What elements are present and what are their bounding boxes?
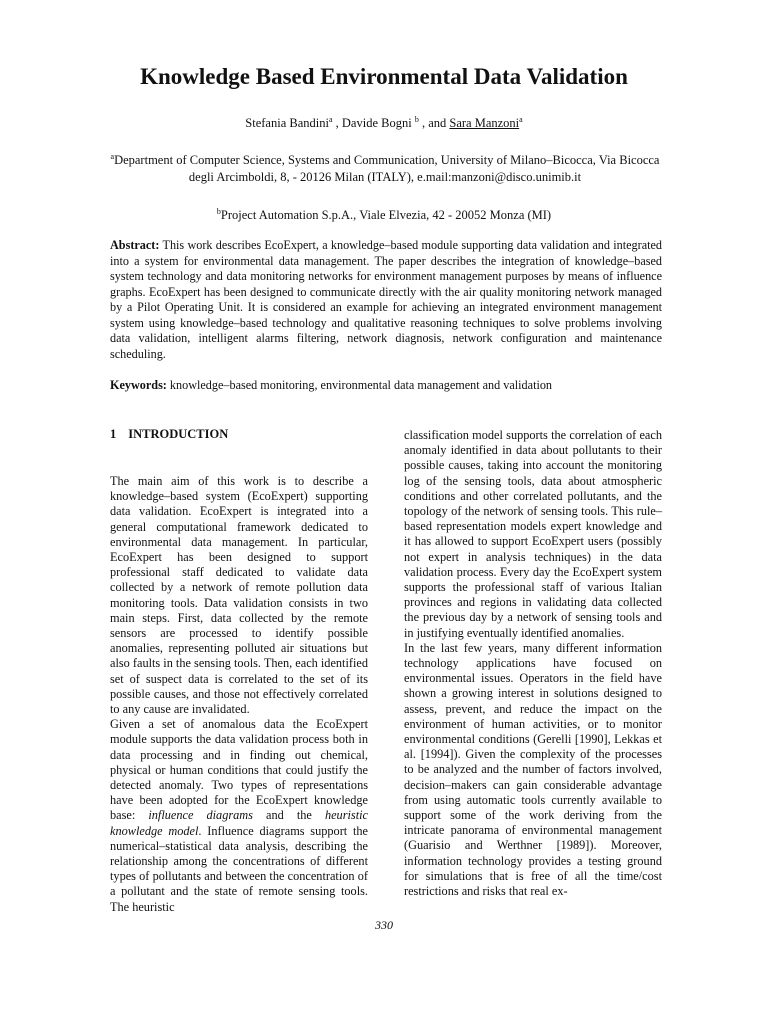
author-name: Stefania Bandini (245, 116, 329, 130)
author-name: Davide Bogni (341, 116, 412, 130)
affiliation-marker: b (414, 114, 419, 124)
section-number: 1 (110, 427, 117, 441)
section-title: INTRODUCTION (128, 427, 229, 441)
keywords (110, 378, 662, 393)
body-text: . Influence diagrams support the numerical–statistical data analysis, describing the relationship among the concentrations of different types of pollutants and between the concentration of a pollutant and the state of remote sensing tools. The heuristic (110, 823, 368, 914)
section-heading (110, 427, 228, 442)
author-name-underlined: Sara Manzoni (449, 116, 520, 130)
keywords-text: knowledge–based monitoring, environmental data management and validation (169, 378, 553, 392)
affiliation-b (0, 208, 768, 223)
body-paragraph (110, 717, 368, 915)
abstract (110, 238, 662, 362)
author-list (0, 116, 768, 131)
affiliation-marker: b (216, 206, 221, 216)
affiliation-text: Department of Computer Science, Systems and Communication, University of Milano–Bicocca, Via Bicocca degli Arcimboldi, 8, - 20126 Milan (ITALY), e.mail:manzoni@disco.unimib.it (114, 153, 660, 184)
abstract-label: Abstract: (110, 238, 160, 252)
affiliation-marker: a (519, 114, 523, 124)
body-text: Given a set of anomalous data the EcoExpert module supports the data validation process both in data processing and in finding out chemical, physical or human conditions that could justify the detected anomaly. Two types of representations have been adopted for the EcoExpert knowledge base: (110, 717, 368, 823)
body-paragraph: classification model supports the correlation of each anomaly identified in data about pollutants to their possible causes, taking into account the monitoring log of the sensing tools, data about atmospheric conditions and other correlated pollutants, and the topology of the network of sensing tools. This rule–based representation models expert knowledge and it has allowed to support EcoExpert users (possibly not expert in analysis techniques) in the data validation process. Every day the EcoExpert system supports the professional staff of various Italian provinces and regions in validating data collected the previous day by a network of sensing tools and in justifying eventually identified anomalies. (404, 428, 662, 640)
page-number: 330 (375, 918, 393, 932)
italic-term: influence diagrams (148, 808, 253, 823)
body-column-left (110, 474, 368, 915)
keywords-label: Keywords: (110, 378, 167, 392)
affiliation-marker: a (110, 151, 115, 161)
affiliation-marker: a (328, 114, 333, 124)
body-text: and the (252, 808, 325, 823)
affiliation-a (110, 152, 660, 186)
author-separator: , (332, 116, 342, 130)
abstract-text: This work describes EcoExpert, a knowledge–based module supporting data validation and integrated into a system for environmental data management. The paper describes the integration of knowledge–based system technology and data monitoring networks for environment management purposes by means of influence graphs. EcoExpert has been designed to communicate directly with the air quality monitoring network managed by a Pilot Operating Unit. It is considered an example for achieving an integrated environment management system using knowledge–based technology and qualitative reasoning techniques to solve problems involving data validation, intelligent alarms filtering, network diagnosis, network configuration and maintenance scheduling. (110, 238, 663, 361)
affiliation-text: Project Automation S.p.A., Viale Elvezia, 42 - 20052 Monza (MI) (220, 208, 552, 222)
author-separator: , and (418, 116, 450, 130)
body-column-right (404, 428, 662, 899)
body-paragraph: In the last few years, many different information technology applications have focused on environmental issues. Operators in the field have shown a growing interest in solutions designed to assess, prevent, and reduce the impact on the environment of human activities, or to monitor environmental conditions (Gerelli [1990], Lekkas et al. [1994]). Given the complexity of the processes to be analyzed and the number of factors involved, decision–makers can gain considerable advantage from using automatic tools currently available to support some of the work deriving from the intricate panorama of environmental management (Guarisio and Werthner [1989]). Moreover, information technology provides a testing ground for simulations that is free of all the time/cost restrictions and risks that real ex- (404, 640, 662, 899)
body-paragraph: The main aim of this work is to describe a knowledge–based system (EcoExpert) supporting data validation. EcoExpert is integrated into a general computational framework dedicated to environmental data management. In particular, EcoExpert has been designed to support professional staff dedicated to validate data collected by a network of remote pollution data monitoring tools. Data validation consists in two main steps. First, data collected by the remote sensors are processed to identify possible anomalies, representing polluted air situations but also faults in the sensing tools. Then, each identified set of suspect data is correlated to the set of its possible causes, and those not effectively correlated to any cause are invalidated. (110, 474, 368, 717)
italic-term: heuristic knowledge model (110, 808, 368, 838)
paper-title: Knowledge Based Environmental Data Validation (140, 64, 628, 89)
